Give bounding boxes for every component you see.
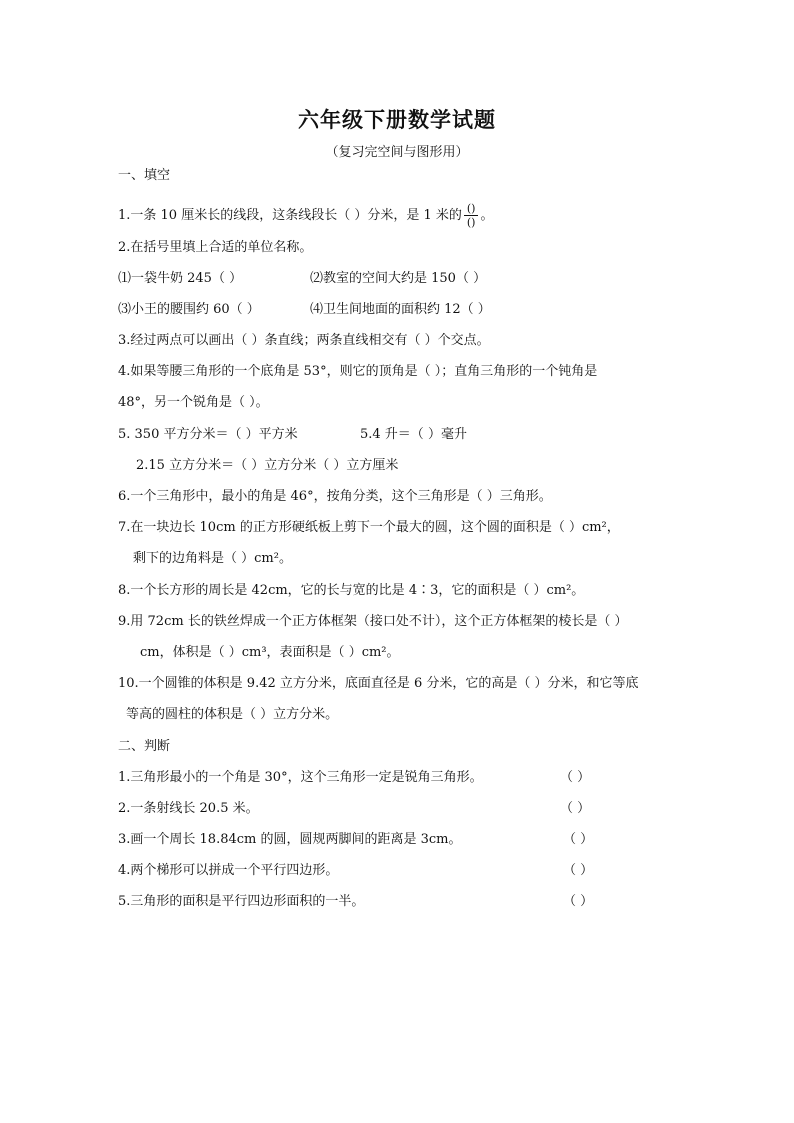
question-2-part-4: ⑷卫生间地面的面积约 12（ ）: [310, 302, 491, 317]
question-7-line-1: 7.在一块边长 10cm 的正方形硬纸板上剪下一个最大的圆，这个圆的面积是（ ）cm²，: [118, 520, 620, 535]
question-7-line-2: 剩下的边角料是（ ）cm²。: [133, 551, 292, 566]
fraction-denominator: (): [466, 216, 476, 229]
question-5-part-1: 5. 350 平方分米＝（ ）平方米: [118, 427, 298, 442]
judge-item-answer-blank: （ ）: [563, 863, 594, 878]
question-4-line-1: 4.如果等腰三角形的一个底角是 53°，则它的顶角是（ ）；直角三角形的一个钝角是: [118, 364, 598, 379]
question-6: 6.一个三角形中，最小的角是 46°，按角分类，这个三角形是（ ）三角形。: [118, 489, 552, 504]
question-2-part-3: ⑶小王的腰围约 60（ ）: [118, 302, 260, 317]
question-10-line-2: 等高的圆柱的体积是（ ）立方分米。: [126, 707, 339, 722]
page-subtitle: （复习完空间与图形用）: [325, 145, 469, 160]
question-2-part-1: ⑴一袋牛奶 245（ ）: [118, 271, 243, 286]
question-1-text: 1.一条 10 厘米长的线段，这条线段长（ ）分米，是 1 米的: [118, 208, 462, 223]
judge-item-text: 3.画一个周长 18.84cm 的圆，圆规两脚间的距离是 3cm。: [118, 832, 462, 847]
judge-item-text: 4.两个梯形可以拼成一个平行四边形。: [118, 863, 339, 878]
section-heading-fill: 一、填空: [118, 168, 171, 183]
judge-item-answer-blank: （ ）: [563, 894, 594, 909]
judge-item-answer-blank: （ ）: [560, 801, 591, 816]
question-3: 3.经过两点可以画出（ ）条直线；两条直线相交有（ ）个交点。: [118, 333, 490, 348]
question-1: [118, 201, 494, 231]
fraction-numerator: (): [464, 202, 479, 216]
section-heading-judge: 二、判断: [118, 739, 171, 754]
judge-item-answer-blank: （ ）: [560, 770, 591, 785]
judge-item-text: 5.三角形的面积是平行四边形面积的一半。: [118, 894, 365, 909]
question-8: 8.一个长方形的周长是 42cm，它的长与宽的比是 4∶3，它的面积是（ ）cm²。: [118, 583, 585, 598]
judge-item-answer-blank: （ ）: [563, 832, 594, 847]
question-1-end: 。: [480, 208, 494, 223]
question-4-line-2: 48°，另一个锐角是（ ）。: [118, 395, 269, 410]
question-9-line-2: cm，体积是（ ）cm³，表面积是（ ）cm²。: [140, 645, 400, 660]
question-10-line-1: 10.一个圆锥的体积是 9.42 立方分米，底面直径是 6 分米，它的高是（ ）分米，和它等底: [118, 676, 639, 691]
question-5-part-2: 5.4 升＝（ ）毫升: [360, 427, 467, 442]
question-9-line-1: 9.用 72cm 长的铁丝焊成一个正方体框架（接口处不计），这个正方体框架的棱长是（ ）: [118, 614, 628, 629]
page-title: 六年级下册数学试题: [298, 107, 496, 132]
judge-item-text: 2.一条射线长 20.5 米。: [118, 801, 259, 816]
question-5-part-3: 2.15 立方分米＝（ ）立方分米（ ）立方厘米: [136, 458, 399, 473]
judge-item-text: 1.三角形最小的一个角是 30°，这个三角形一定是锐角三角形。: [118, 770, 483, 785]
question-2-part-2: ⑵教室的空间大约是 150（ ）: [310, 271, 487, 286]
question-2: 2.在括号里填上合适的单位名称。: [118, 240, 313, 255]
fraction: [464, 202, 479, 229]
